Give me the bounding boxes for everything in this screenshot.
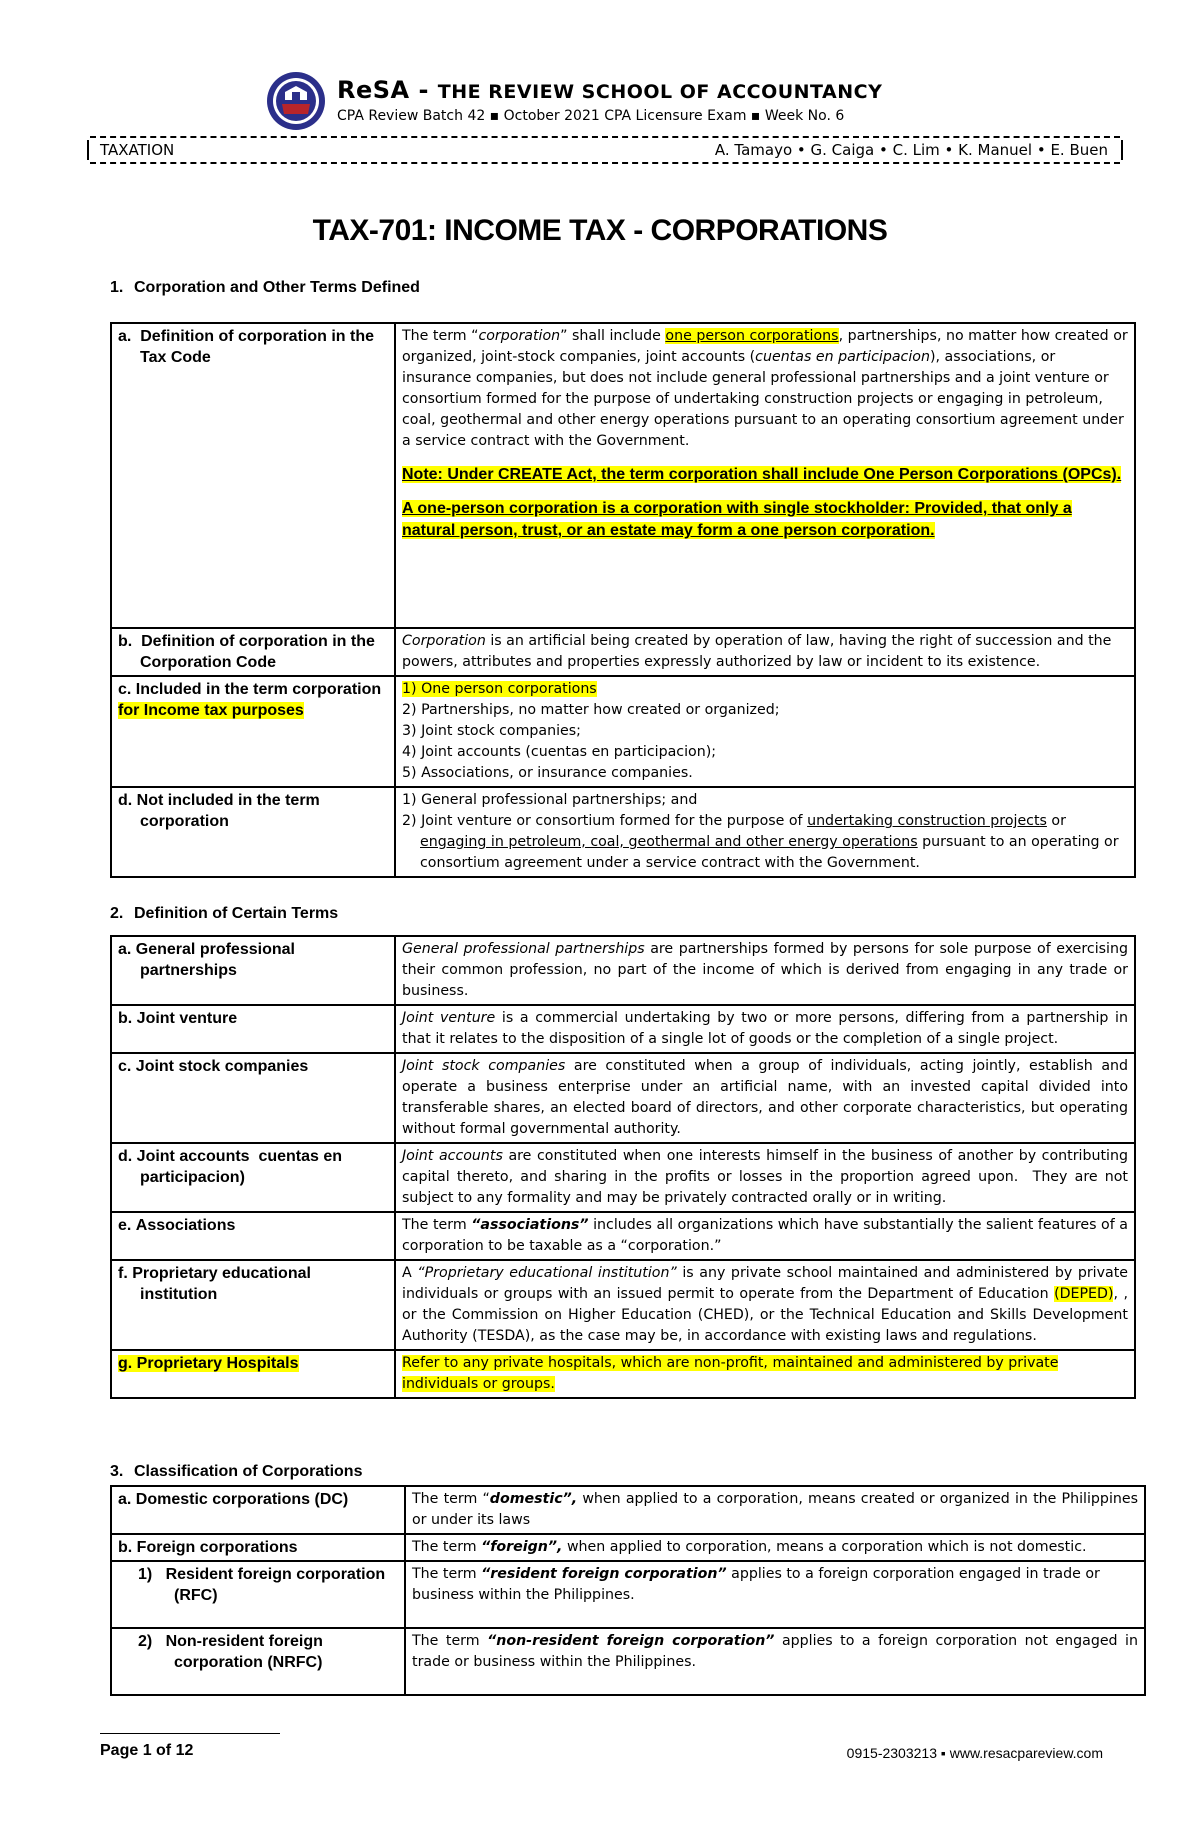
- section-1-table: [110, 322, 1136, 878]
- footer-divider: [100, 1733, 280, 1734]
- row-label: d. Not included in the term corporation: [118, 792, 320, 830]
- resa-logo-icon: [265, 70, 327, 132]
- table-row: b. Joint venture Joint venture is a commercial undertaking by two or more persons, differing from a partnership in that it relates to the disposition of a single lot of goods or the completion of a single project.: [111, 1005, 1135, 1053]
- table-row: 2) Non-resident foreign corporation (NRFC) The term “non-resident foreign corporation” applies to a foreign corporation not engaged in trade or business within the Philippines.: [111, 1628, 1145, 1695]
- section-1-heading: 1. Corporation and Other Terms Defined: [110, 279, 420, 296]
- table-row: [111, 323, 1135, 628]
- table-row: e. Associations The term “associations” includes all organizations which have substantially the salient features of a corporation to be taxable as a “corporation.”: [111, 1212, 1135, 1260]
- section-2-table: [110, 935, 1136, 1399]
- table-row: a. Domestic corporations (DC) The term “domestic”, when applied to a corporation, means created or organized in the Philippines or under its laws: [111, 1486, 1145, 1534]
- subject-bar: [90, 136, 1120, 164]
- row-label: b. Joint venture: [118, 1010, 238, 1027]
- list-item: 2) Joint venture or consortium formed for the purpose of undertaking construction projects or engaging in petroleum, coal, geothermal and other energy operations pursuant to an operating or consortium agreement under a service contract with the Government.: [402, 813, 1119, 871]
- document-header: [265, 70, 1125, 140]
- list-item: 1) One person corporations: [402, 681, 597, 697]
- section-3-heading: 3. Classification of Corporations: [110, 1463, 363, 1480]
- row-label: a. Domestic corporations (DC): [118, 1491, 349, 1508]
- subject-label: TAXATION: [100, 141, 175, 159]
- authors-label: A. Tamayo • G. Caiga • C. Lim • K. Manuel • E. Buen: [714, 141, 1108, 159]
- row-label: 1) Resident foreign corporation (RFC): [138, 1566, 386, 1604]
- list-item: 4) Joint accounts (cuentas en participacion);: [402, 744, 717, 760]
- list-item: 2) Partnerships, no matter how created or organized;: [402, 702, 780, 718]
- row-label: c. Included in the term corporation for Income tax purposes: [118, 681, 382, 719]
- batch-line: CPA Review Batch 42 ▪ October 2021 CPA Licensure Exam ▪ Week No. 6: [337, 108, 845, 124]
- row-label: g. Proprietary Hospitals: [118, 1355, 299, 1372]
- row-label: f. Proprietary educational institution: [118, 1265, 311, 1303]
- table-row: [111, 676, 1135, 787]
- row-label: a. General professional partnerships: [118, 941, 295, 979]
- table-row: b. Definition of corporation in the Corporation Code Corporation is an artificial being created by operation of law, having the right of succession and the powers, attributes and properties expressly authorized by law or incident to its existence.: [111, 628, 1135, 676]
- list-item: 3) Joint stock companies;: [402, 723, 581, 739]
- section-2-heading: 2. Definition of Certain Terms: [110, 905, 339, 922]
- row-label: b. Foreign corporations: [118, 1539, 298, 1556]
- table-row: f. Proprietary educational institution A “Proprietary educational institution” is any private school maintained and administered by private individuals or groups with an issued permit to operate from the Department of Education (DEPED), , or the Commission on Higher Education (CHED), or the Technical Education and Skills Development Authority (TESDA), as the case may be, in accordance with existing laws and regulations.: [111, 1260, 1135, 1350]
- row-label: e. Associations: [118, 1217, 236, 1234]
- list-item: 1) General professional partnerships; and: [402, 792, 698, 808]
- page-number: Page 1 of 12: [100, 1742, 194, 1759]
- note-opc-definition: A one-person corporation is a corporation with single stockholder: Provided, that only a natural person, trust, or an estate may form a one person corporation.: [402, 500, 1072, 539]
- table-row: a. General professional partnerships General professional partnerships are partnerships formed by persons for sole purpose of exercising their common profession, no part of the income of which is derived from engaging in any trade or business.: [111, 936, 1135, 1005]
- row-label: c. Joint stock companies: [118, 1058, 309, 1075]
- list-item: 5) Associations, or insurance companies.: [402, 765, 693, 781]
- table-row: 1) Resident foreign corporation (RFC) The term “resident foreign corporation” applies to a foreign corporation engaged in trade or business within the Philippines.: [111, 1561, 1145, 1628]
- table-row: b. Foreign corporations The term “foreign”, when applied to corporation, means a corporation which is not domestic.: [111, 1534, 1145, 1561]
- tax-code-definition: The term “corporation” shall include one person corporations, partnerships, no matter how created or organized, joint-stock companies, joint accounts (cuentas en participacion), associations, or insurance companies, but does not include general professional partnerships and a joint venture or consortium formed for the purpose of undertaking construction projects or engaging in petroleum, coal, geothermal and other energy operations pursuant to an operating consortium agreement under a service contract with the Government.: [402, 328, 1128, 449]
- contact-info: 0915-2303213 ▪ www.resacpareview.com: [846, 1745, 1103, 1761]
- table-row: c. Joint stock companies Joint stock companies are constituted when a group of individuals, acting jointly, establish and operate a business enterprise under an artificial name, with an invested capital divided into transferable shares, an elected board of directors, and other corporate characteristics, but operating without formal governmental authority.: [111, 1053, 1135, 1143]
- section-3-table: [110, 1485, 1146, 1696]
- row-label: a. Definition of corporation in the Tax Code: [118, 328, 374, 366]
- row-label: d. Joint accounts cuentas en participacion): [118, 1148, 343, 1186]
- row-label: b. Definition of corporation in the Corporation Code: [118, 633, 375, 671]
- table-row: d. Joint accounts cuentas en participacion) Joint accounts are constituted when one interests himself in the business of another by contributing capital thereto, and sharing in the profits or losses in the proportion agreed upon. They are not subject to any formality and may be privately contracted orally or in writing.: [111, 1143, 1135, 1212]
- note-create-act: Note: Under CREATE Act, the term corporation shall include One Person Corporations (OPCs).: [402, 466, 1122, 483]
- row-label: 2) Non-resident foreign corporation (NRFC): [138, 1633, 323, 1671]
- table-row: g. Proprietary Hospitals Refer to any private hospitals, which are non-profit, maintained and administered by private individuals or groups.: [111, 1350, 1135, 1398]
- table-row: [111, 787, 1135, 877]
- school-name: ReSA - THE REVIEW SCHOOL OF ACCOUNTANCY: [337, 76, 883, 104]
- page-title: TAX-701: INCOME TAX - CORPORATIONS: [312, 214, 888, 247]
